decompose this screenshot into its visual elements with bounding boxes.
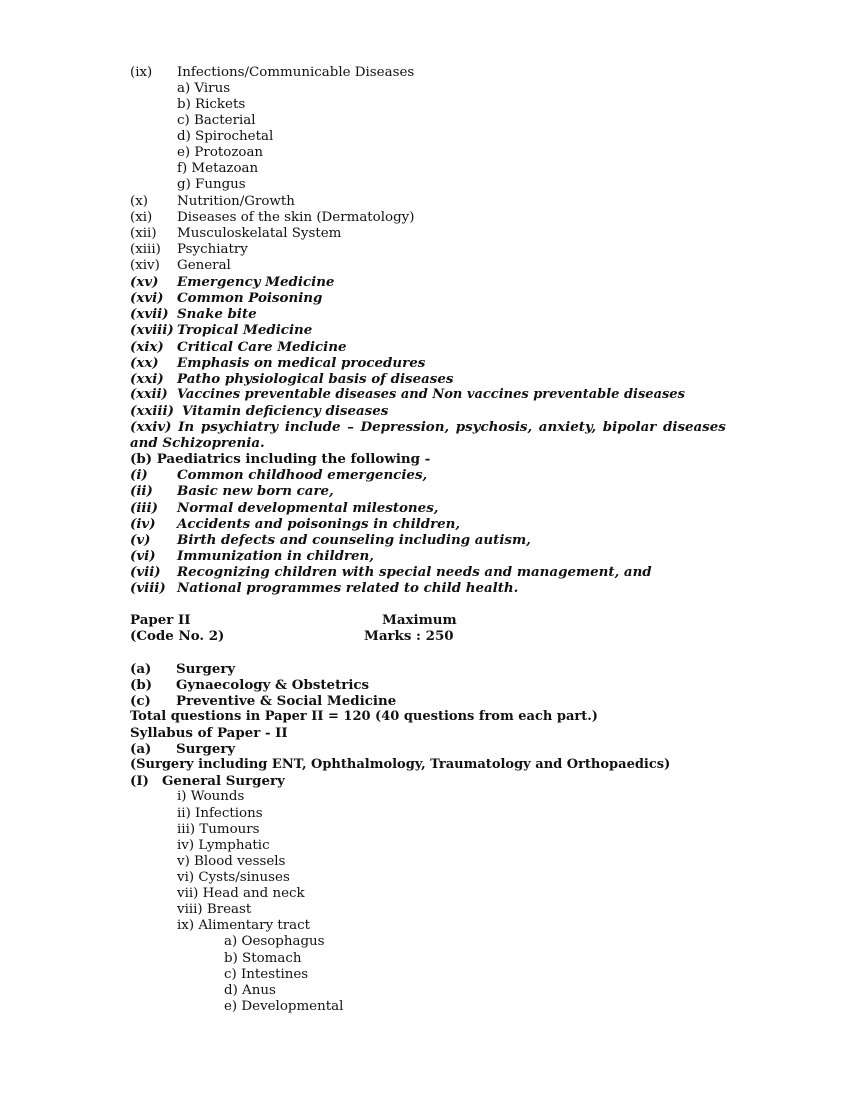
item-text: Diseases of the skin (Dermatology) [177,210,415,225]
item-number: (b) [130,677,153,693]
max-marks-value: Marks : 250 [364,628,454,644]
paper-code: (Code No. 2) [130,628,225,644]
item-number: (a) [130,661,152,677]
sub-item: b) Rickets [177,97,246,112]
item-text: Vitamin deficiency diseases [182,403,389,419]
item-text: Common childhood emergencies, [177,467,428,483]
section-heading: (b) Paediatrics including the following - [130,451,431,467]
item-text: General Surgery [162,773,285,789]
item-number: (I) [130,773,149,789]
item-number: (iii) [130,500,158,516]
item-number: (v) [130,532,151,548]
item-number: (xiv) [130,258,160,273]
item-number: (xix) [130,339,164,355]
sub-item: g) Fungus [177,177,246,192]
sub-item: ii) Infections [177,806,263,821]
item-text: Normal developmental milestones, [177,500,439,516]
item-text: Emergency Medicine [177,274,335,290]
item-number: (xvi) [130,290,164,306]
max-marks-label: Maximum [382,612,457,628]
item-text: Surgery [176,661,236,677]
item-text: Nutrition/Growth [177,194,295,209]
item-number: (xii) [130,226,157,241]
item-number: (a) [130,741,152,757]
paragraph-line: and Schizoprenia. [130,435,265,451]
sub-item: d) Spirochetal [177,129,274,144]
item-text: General [177,258,231,273]
total-questions: Total questions in Paper II = 120 (40 questions from each part.) [130,709,598,724]
item-number: (c) [130,693,151,709]
sub-sub-item: e) Developmental [224,999,344,1014]
item-text: Vaccines preventable diseases and Non vaccines preventable diseases [177,387,685,402]
item-text: Immunization in children, [177,548,374,564]
sub-item: v) Blood vessels [177,854,286,869]
sub-item: viii) Breast [177,902,252,917]
item-text: Critical Care Medicine [177,339,347,355]
item-text: Musculoskelatal System [177,226,342,241]
sub-sub-item: b) Stomach [224,951,302,966]
sub-item: iii) Tumours [177,822,260,837]
item-text: Snake bite [177,306,257,322]
sub-sub-item: c) Intestines [224,967,309,982]
item-text: Preventive & Social Medicine [176,693,397,709]
sub-item: vii) Head and neck [177,886,305,901]
sub-item: i) Wounds [177,789,245,804]
item-text: Basic new born care, [177,483,334,499]
surgery-note: (Surgery including ENT, Ophthalmology, Traumatology and Orthopaedics) [130,757,671,772]
item-text: National programmes related to child health. [177,580,519,596]
item-number: (ix) [130,65,153,80]
item-text: Gynaecology & Obstetrics [176,677,370,693]
item-number: (iv) [130,516,156,532]
item-number: (i) [130,467,148,483]
item-number: (vi) [130,548,156,564]
syllabus-heading: Syllabus of Paper - II [130,725,288,741]
item-number: (xv) [130,274,159,290]
item-text: Surgery [176,741,236,757]
paragraph-line: (xxiv) In psychiatry include – Depression, psychosis, anxiety, bipolar diseases [130,419,726,435]
item-number: (xi) [130,210,153,225]
item-number: (ii) [130,483,153,499]
sub-item: ix) Alimentary tract [177,918,311,933]
item-number: (xxiii) [130,403,174,419]
item-number: (xvii) [130,306,169,322]
item-text: Accidents and poisonings in children, [177,516,461,532]
item-text: Psychiatry [177,242,248,257]
item-text: Emphasis on medical procedures [177,355,426,371]
sub-item: c) Bacterial [177,113,256,128]
sub-item: e) Protozoan [177,145,264,160]
item-number: (vii) [130,564,161,580]
item-text: Birth defects and counseling including autism, [177,532,531,548]
sub-item: f) Metazoan [177,161,259,176]
item-text: Tropical Medicine [177,322,313,338]
item-number: (xiii) [130,242,161,257]
item-text: Infections/Communicable Diseases [177,65,415,80]
sub-sub-item: a) Oesophagus [224,934,325,949]
paper-title: Paper II [130,612,191,628]
item-number: (xx) [130,355,159,371]
item-number: (viii) [130,580,166,596]
item-text: Patho physiological basis of diseases [177,371,454,387]
sub-item: iv) Lymphatic [177,838,270,853]
item-number: (xxii) [130,387,168,402]
item-number: (xviii) [130,322,174,338]
item-text: Recognizing children with special needs and management, and [177,564,652,580]
sub-item: vi) Cysts/sinuses [177,870,290,885]
sub-item: a) Virus [177,81,231,96]
sub-sub-item: d) Anus [224,983,276,998]
item-number: (x) [130,194,149,209]
item-text: Common Poisoning [177,290,323,306]
item-number: (xxi) [130,371,164,387]
